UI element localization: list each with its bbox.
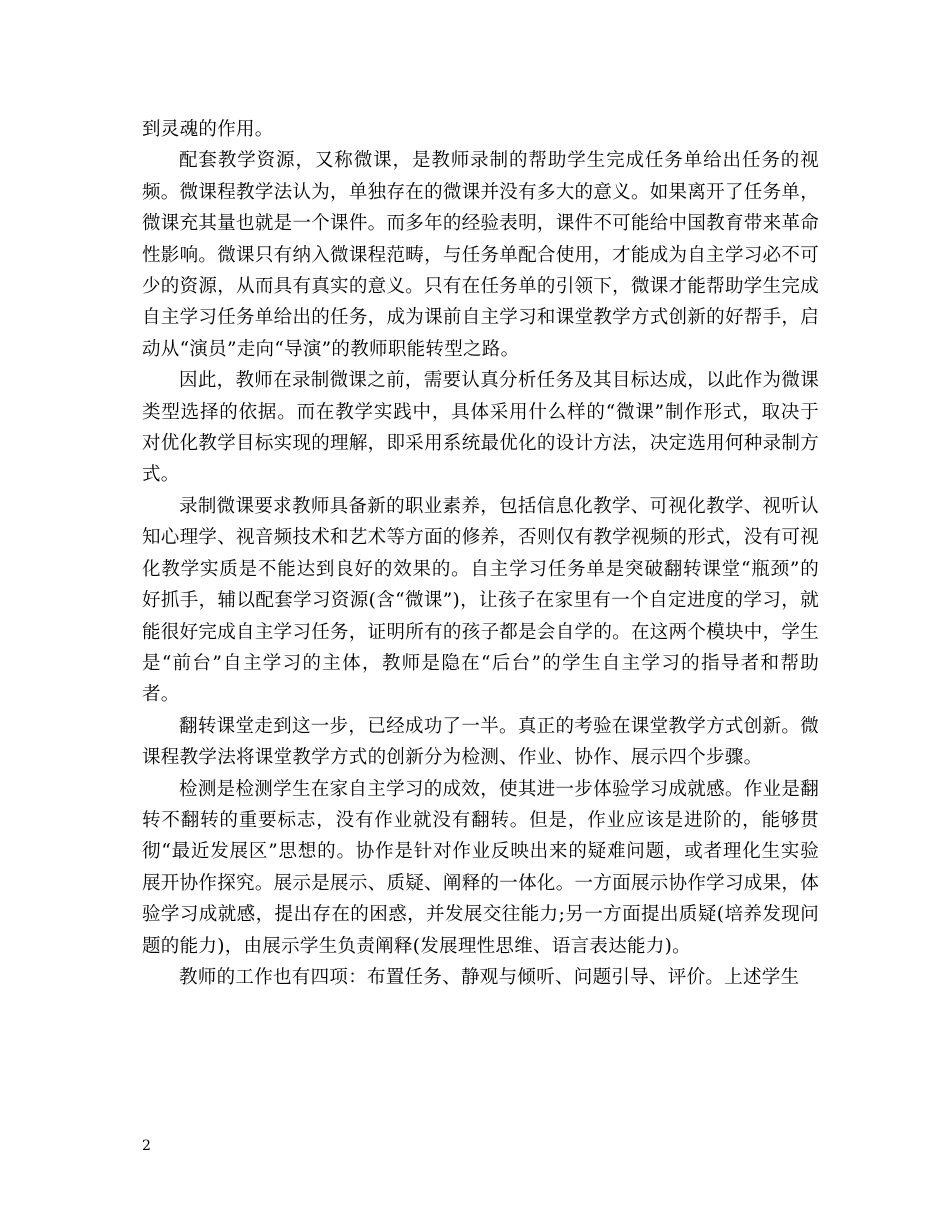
paragraph-micro-course-resources: 配套教学资源，又称微课，是教师录制的帮助学生完成任务单给出任务的视频。微课程教学法认为，单独存在的微课并没有多大的意义。如果离开了任务单，微课充其量也就是一个课件。而多年的经验表明，课件不可能给中国教育带来革命性影响。微课只有纳入微课程范畴，与任务单配合使用，才能成为自主学习必不可少的资源，从而具有真实的意义。只有在任务单的引领下，微课才能帮助学生完成自主学习任务单给出的任务，成为课前自主学习和课堂教学方式创新的好帮手，启动从“演员”走向“导演”的教师职能转型之路。 [142, 150, 819, 360]
body-text [142, 114, 819, 993]
paragraph-continuation: 到灵魂的作用。 [142, 119, 274, 140]
paragraph-classroom-innovation: 翻转课堂走到这一步，已经成功了一半。真正的考验在课堂教学方式创新。微课程教学法将课堂教学方式的创新分为检测、作业、协作、展示四个步骤。 [142, 715, 819, 769]
paragraph-four-steps: 检测是检测学生在家自主学习的成效，使其进一步体验学习成就感。作业是翻转不翻转的重要标志，没有作业就没有翻转。但是，作业应该是进阶的，能够贯彻“最近发展区”思想的。协作是针对作业反映出来的疑难问题，或者理化生实验展开协作探究。展示是展示、质疑、阐释的一体化。一方面展示协作学习成果，体验学习成就感，提出存在的困惑，并发展交往能力;另一方面提出质疑(培养发现问题的能力)，由展示学生负责阐释(发展理性思维、语言表达能力)。 [142, 778, 819, 957]
paragraph-recording-preparation: 因此，教师在录制微课之前，需要认真分析任务及其目标达成，以此作为微课类型选择的依据。而在教学实践中，具体采用什么样的“微课”制作形式，取决于对优化教学目标实现的理解，即采用系统最优化的设计方法，决定选用何种录制方式。 [142, 370, 819, 486]
paragraph-teacher-tasks: 教师的工作也有四项：布置任务、静观与倾听、问题引导、评价。上述学生 [179, 966, 800, 988]
paragraph-teacher-literacy: 录制微课要求教师具备新的职业素养，包括信息化教学、可视化教学、视听认知心理学、视音频技术和艺术等方面的修养，否则仅有教学视频的形式，没有可视化教学实质是不能达到良好的效果的。自主学习任务单是突破翻转课堂“瓶颈”的好抓手，辅以配套学习资源(含“微课”)，让孩子在家里有一个自定进度的学习，就能很好完成自主学习任务，证明所有的孩子都是会自学的。在这两个模块中，学生是“前台”自主学习的主体，教师是隐在“后台”的学生自主学习的指导者和帮助者。 [142, 495, 819, 706]
page-number: 2 [142, 1138, 151, 1154]
